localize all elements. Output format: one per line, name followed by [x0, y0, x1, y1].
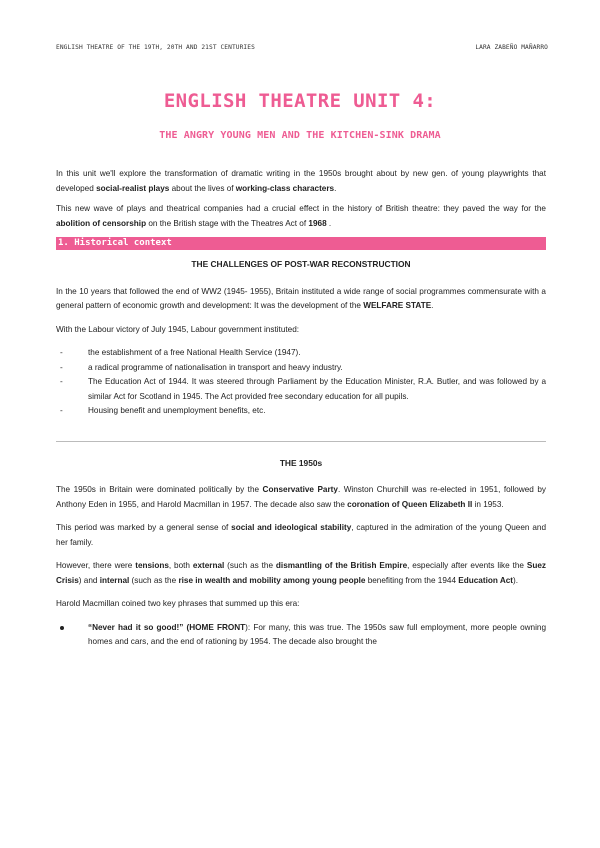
list-item: - Housing benefit and unemployment benefits, etc.	[56, 404, 546, 419]
heading-1950s: THE 1950s	[279, 457, 323, 468]
running-header-left: ENGLISH THEATRE OF THE 19TH, 20TH AND 21ST CENTURIES	[56, 44, 255, 51]
section-heading-historical-context: 1. Historical context	[56, 237, 546, 250]
1950s-paragraph: The 1950s in Britain were dominated politically by the Conservative Party. Winston Churchill was re-elected in 1951, followed by Anthony Eden in 1955, and Harold Macmillan in 1957. The decade also saw the coronation of Queen Elizabeth II in 1953.	[56, 485, 546, 509]
document-body	[56, 167, 546, 650]
labour-paragraph: With the Labour victory of July 1945, Labour government instituted:	[56, 324, 300, 334]
running-header-right: LARA ZABEÑO MAÑARRO	[475, 44, 548, 51]
page-subtitle: THE ANGRY YOUNG MEN AND THE KITCHEN-SINK DRAMA	[159, 130, 441, 141]
section-divider	[56, 441, 546, 442]
stability-paragraph: This period was marked by a general sense of social and ideological stability, captured in the admiration of the young Queen and her family.	[56, 523, 546, 547]
intro-paragraph-1: In this unit we'll explore the transformation of dramatic writing in the 1950s brought about by new gen. of young playwrights that developed social-realist plays about the lives of working-class characters.	[56, 169, 546, 193]
labour-measures-list	[56, 346, 546, 419]
list-item: - the establishment of a free National Health Service (1947).	[56, 346, 546, 361]
list-item: - a radical programme of nationalisation in transport and heavy industry.	[56, 361, 546, 376]
tensions-paragraph: However, there were tensions, both external (such as the dismantling of the British Empire, especially after events like the Suez Crisis) and internal (such as the rise in wealth and mobility among young people benefiting from the 1944 Education Act).	[56, 561, 546, 585]
intro-paragraph-2: This new wave of plays and theatrical companies had a crucial effect in the history of British theatre: they paved the way for the abolition of censorship on the British stage with the Theatres Act of 1968 .	[56, 204, 546, 228]
list-item: - The Education Act of 1944. It was steered through Parliament by the Education Minister, R.A. Butler, and was followed by a similar Act for Scotland in 1945. The Act provided free secondary education for all pupils.	[56, 375, 546, 404]
welfare-state-paragraph: In the 10 years that followed the end of WW2 (1945- 1955), Britain instituted a wide range of social programmes commensurate with a general pattern of economic growth and development: It was the development of the WELFARE STATE.	[56, 286, 546, 310]
page-title: ENGLISH THEATRE UNIT 4:	[163, 90, 437, 112]
macmillan-paragraph: Harold Macmillan coined two key phrases that summed up this era:	[56, 599, 300, 608]
macmillan-phrases-list	[56, 621, 546, 650]
heading-post-war-reconstruction: THE CHALLENGES OF POST-WAR RECONSTRUCTION	[191, 259, 411, 269]
list-item: “Never had it so good!” (HOME FRONT): For many, this was true. The 1950s saw full employment, more people owning homes and cars, and the end of rationing by 1954. The decade also brought the	[56, 621, 546, 650]
